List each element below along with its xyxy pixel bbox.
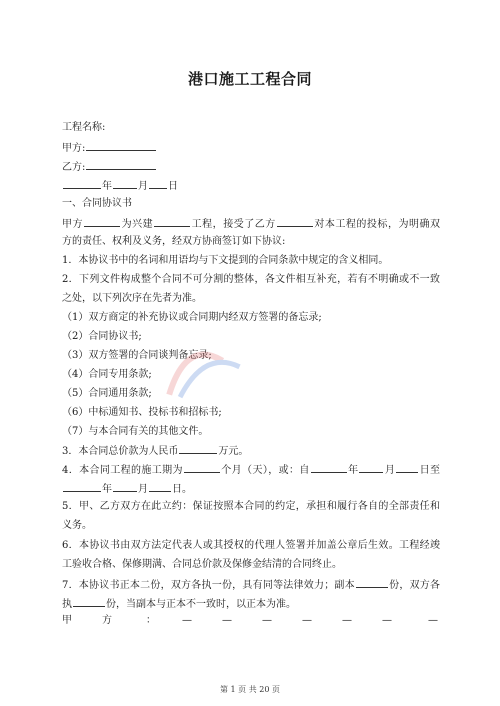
item-4-text-g: 月 xyxy=(138,484,148,495)
item-4-text-d: 月 xyxy=(384,465,396,476)
sig-label-3: ： xyxy=(146,615,156,626)
intro-text-c: 工程，接受了乙方 xyxy=(191,219,276,230)
item-4-text-c: 年 xyxy=(347,465,359,476)
copies-blank-1 xyxy=(356,577,388,588)
item-7-text-d: 份，当副本与正本不一致时，以正本为准。 xyxy=(106,599,296,610)
start-year-blank xyxy=(311,462,347,473)
sub-item-7: （7）与本合同有关的其他文件。 xyxy=(62,426,209,437)
sub-item-6: （6）中标通知书、投标书和招标书; xyxy=(62,407,222,418)
item-3-text-b: 万元。 xyxy=(218,446,249,457)
item-4-line-1 xyxy=(62,462,440,478)
sig-dash: — xyxy=(342,615,352,626)
sub-item-4: （4）合同专用条款; xyxy=(62,369,152,380)
item-5-line-1: 5．甲、乙方双方在此立约：保证按照本合同的约定，承担和履行各自的全部责任和 xyxy=(62,501,440,512)
intro-text-a: 甲方 xyxy=(62,219,84,230)
intro-line-1 xyxy=(62,216,440,232)
date-day: 日 xyxy=(168,181,178,192)
date-month: 月 xyxy=(138,181,148,192)
item-3-text-a: 3．本合同总价款为人民币 xyxy=(62,446,179,457)
intro-text-b: 为兴建 xyxy=(121,219,154,230)
intro-text-d: 对本工程的投标，为明确双 xyxy=(313,219,441,230)
sub-item-1: （1）双方商定的补充协议或合同期内经双方签署的备忘录; xyxy=(62,312,322,323)
sig-dash: — xyxy=(382,615,392,626)
intro-blank-2 xyxy=(154,216,190,227)
item-6-line-1: 6．本协议书由双方法定代表人或其授权的代理人签署并加盖公章后生效。工程经竣 xyxy=(62,540,440,551)
page-footer: 第 1 页 共 20 页 xyxy=(220,685,280,694)
year-blank xyxy=(63,178,101,189)
intro-blank-1 xyxy=(84,216,120,227)
item-7-text-b: 份，双方各 xyxy=(388,580,440,591)
item-7-line-1 xyxy=(62,577,440,593)
day-blank xyxy=(149,178,167,189)
party-b-blank xyxy=(86,159,156,170)
sub-item-2: （2）合同协议书; xyxy=(62,331,142,342)
sig-dash: — xyxy=(302,615,312,626)
item-6-line-2: 工验收合格、保修期满、合同总价款及保修金结清的合同终止。 xyxy=(62,559,342,570)
item-4-text-b: 个月（天），或：自 xyxy=(220,465,310,476)
start-month-blank xyxy=(359,462,383,473)
sig-dash: — xyxy=(262,615,272,626)
item-5-line-2: 义务。 xyxy=(62,520,92,531)
party-b-label: 乙方: xyxy=(62,162,86,173)
item-3 xyxy=(62,443,248,459)
item-4-line-2 xyxy=(62,481,192,497)
end-day-blank xyxy=(149,481,171,492)
sig-dash: — xyxy=(222,615,232,626)
price-blank xyxy=(179,443,217,454)
copies-blank-2 xyxy=(73,596,105,607)
item-7-text-c: 执 xyxy=(62,599,72,610)
sig-dash: — xyxy=(428,615,438,626)
item-1: 1．本协议书中的名词和用语均与下文提到的合同条款中规定的含义相同。 xyxy=(62,255,389,266)
month-blank xyxy=(113,178,137,189)
item-7-line-2 xyxy=(62,596,296,612)
item-4-text-e: 日至 xyxy=(419,465,441,476)
page-title: 港口施工工程合同 xyxy=(187,70,312,88)
party-b-line xyxy=(62,159,157,175)
section-heading: 一、合同协议书 xyxy=(62,198,132,209)
end-year-blank xyxy=(63,481,101,492)
sig-label-1: 甲 xyxy=(62,615,72,626)
end-month-blank xyxy=(113,481,137,492)
party-a-label: 甲方: xyxy=(62,143,86,154)
item-4-text-a: 4．本合同工程的施工期为 xyxy=(62,465,183,476)
start-day-blank xyxy=(396,462,418,473)
item-7-text-a: 7．本协议书正本二份，双方各执一份，具有同等法律效力；副本 xyxy=(62,580,355,591)
intro-blank-3 xyxy=(277,216,313,227)
date-year: 年 xyxy=(102,181,112,192)
project-name-line xyxy=(62,121,105,135)
period-blank xyxy=(184,462,220,473)
date-line xyxy=(62,178,178,194)
item-2-line-1: 2．下列文件构成整个合同不可分割的整体，各文件相互补充，若有不明确或不一致 xyxy=(62,274,440,285)
item-4-text-h: 日。 xyxy=(172,484,192,495)
sig-dash: — xyxy=(182,615,192,626)
sig-label-2: 方 xyxy=(102,615,112,626)
project-name-label: 工程名称: xyxy=(62,122,106,133)
item-4-text-f: 年 xyxy=(102,484,112,495)
sub-item-3: （3）双方签署的合同谈判备忘录; xyxy=(62,350,212,361)
intro-line-2: 方的责任、权利及义务，经双方协商签订如下协议: xyxy=(62,236,286,247)
sub-item-5: （5）合同通用条款; xyxy=(62,388,152,399)
party-a-line xyxy=(62,140,157,156)
signature-line xyxy=(62,614,440,628)
party-a-blank xyxy=(86,140,156,151)
item-2-line-2: 之处，以下列次序在先者为准。 xyxy=(62,293,202,304)
